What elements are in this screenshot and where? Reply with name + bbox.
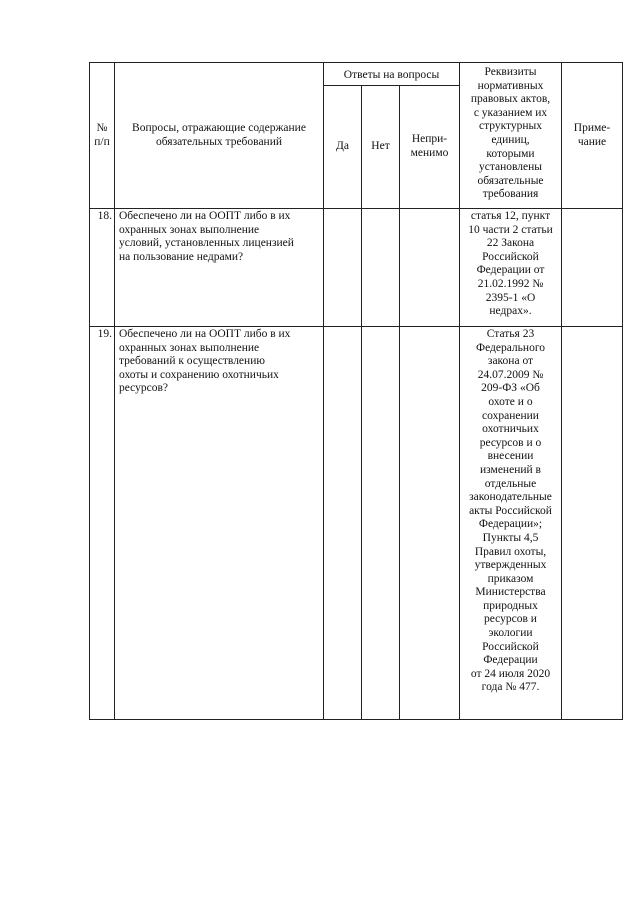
row-question: Обеспечено ли на ООПТ либо в их охранных зонах выполнение условий, установленных лицензией на пользование недрами?: [115, 209, 324, 327]
answer-yes-cell[interactable]: [324, 327, 362, 720]
header-row-1: [90, 63, 623, 86]
answer-no-cell[interactable]: [362, 209, 400, 327]
row-question: Обеспечено ли на ООПТ либо в их охранных зонах выполнение требований к осуществлению охоты и сохранению охотничьих ресурсов?: [115, 327, 324, 720]
answer-na-cell[interactable]: [400, 327, 460, 720]
row-number: 18.: [90, 209, 115, 327]
row-note-cell[interactable]: [562, 209, 623, 327]
header-question: Вопросы, отражающие содержание обязательных требований: [115, 63, 324, 209]
table-row: [90, 209, 623, 327]
header-note: Приме- чание: [562, 63, 623, 209]
table-row: [90, 327, 623, 720]
row-number: 19.: [90, 327, 115, 720]
answer-na-cell[interactable]: [400, 209, 460, 327]
header-yes: Да: [324, 86, 362, 209]
header-answers: Ответы на вопросы: [324, 63, 460, 86]
row-note-cell[interactable]: [562, 327, 623, 720]
row-requisites: Статья 23 Федерального закона от 24.07.2009 № 209-ФЗ «Об охоте и о сохранении охотничьих ресурсов и о внесении изменений в отдельные законодательные акты Российской Федерации»; Пункты 4,5 Правил охоты, утвержденных приказом Министерства природных ресурсов и экологии Российской Федерации от 24 июля 2020 года № 477.: [460, 327, 562, 720]
checklist-table: [89, 62, 623, 720]
header-na: Непри- менимо: [400, 86, 460, 209]
answer-no-cell[interactable]: [362, 327, 400, 720]
answer-yes-cell[interactable]: [324, 209, 362, 327]
header-num: № п/п: [90, 63, 115, 209]
row-requisites: статья 12, пункт 10 части 2 статьи 22 Закона Российской Федерации от 21.02.1992 № 2395-1 «О недрах».: [460, 209, 562, 327]
header-requisites: Реквизиты нормативных правовых актов, с указанием их структурных единиц, которыми установлены обязательные требования: [460, 63, 562, 209]
header-no: Нет: [362, 86, 400, 209]
